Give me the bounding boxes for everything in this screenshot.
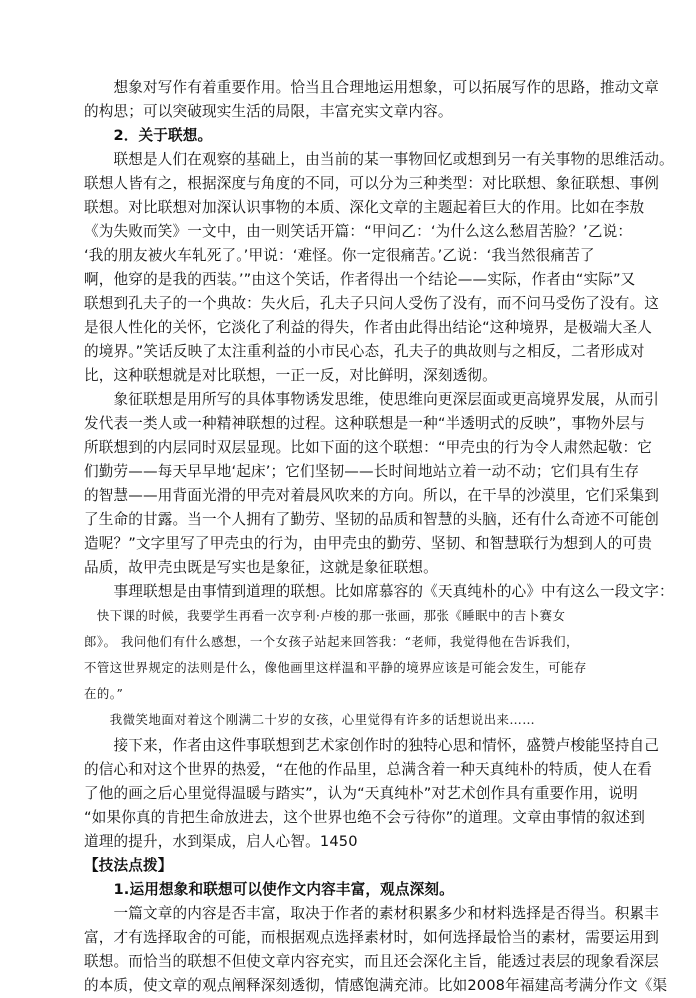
paragraph-line: 是很人性化的关怀，它淡化了利益的得失，作者由此得出结论“这种境界，是极端大圣人 (84, 319, 652, 336)
paragraph-line: 比，这种联想就是对比联想，一正一反，对比鲜明，深刻透彻。 (84, 367, 497, 384)
paragraph-line: 想象对写作有着重要作用。恰当且合理地运用想象，可以拓展写作的思路，推动文章 (84, 79, 660, 96)
paragraph-line: 的本质，使文章的观点阐释深刻透彻，情感饱满充沛。比如2008年福建高考满分作文《渠 (84, 977, 668, 994)
quote-line: 我微笑地面对着这个刚满二十岁的女孩，心里觉得有许多的话想说出来…… (84, 712, 536, 727)
paragraph-line: 接下来，作者由这件事联想到艺术家创作时的独特心思和情怀，盛赞卢梭能坚持自己 (84, 737, 660, 754)
quote-line: 不管这世界规定的法则是什么，像他画里这样温和平静的境界应该是可能会发生，可能存 (84, 660, 587, 675)
paragraph-line: 啊，他穿的是我的西装。’”由这个笑话，作者得出一个结论——实际，作者由“实际”又 (84, 271, 636, 288)
paragraph-line: 道理的提升，水到渠成，启人心智。1450 (84, 833, 358, 850)
quote-line: 在的。” (84, 686, 124, 701)
paragraph-line: 联想是人们在观察的基础上，由当前的某一事物回忆或想到另一有关事物的思维活动。 (84, 151, 674, 168)
section-heading: 1.运用想象和联想可以使作文内容丰富，观点深刻。 (84, 881, 454, 898)
paragraph-line: 品质，故甲壳虫既是写实也是象征，这就是象征联想。 (84, 559, 438, 576)
paragraph-line: 造呢？”文字里写了甲壳虫的行为，由甲壳虫的勤劳、坚韧、和智慧联行为想到人的可贵 (84, 535, 652, 552)
paragraph-line: 的智慧——用背面光滑的甲壳对着晨风吹来的方向。所以，在干旱的沙漠里，它们采集到 (84, 487, 660, 504)
paragraph-line: 联想到孔夫子的一个典故：失火后，孔夫子只问人受伤了没有，而不问马受伤了没有。这 (84, 295, 660, 312)
paragraph-line: 象征联想是用所写的具体事物诱发思维，使思维向更深层面或更高境界发展，从而引 (84, 391, 660, 408)
paragraph-line: 了生命的甘露。当一个人拥有了勤劳、坚韧的品质和智慧的头脑，还有什么奇迹不可能创 (84, 511, 660, 528)
paragraph-line: ‘我的朋友被火车轧死了。’甲说：‘难怪。你一定很痛苦。’乙说：‘我当然很痛苦了 (84, 247, 595, 264)
section-heading: 2．关于联想。 (84, 127, 213, 144)
paragraph-line: 联想。对比联想对加深认识事物的本质、深化文章的主题起着巨大的作用。比如在李敖 (84, 199, 645, 216)
paragraph-line: 所联想到的内层同时双层显现。比如下面的这个联想：“甲壳虫的行为令人肃然起敬：它 (84, 439, 652, 456)
paragraph-line: 富，才有选择取舍的可能，而根据观点选择素材时，如何选择最恰当的素材，需要运用到 (84, 929, 660, 946)
paragraph-line: 联想。而恰当的联想不但使文章内容充实，而且还会深化主旨，能透过表层的现象看深层 (84, 953, 660, 970)
paragraph-line: 的构思；可以突破现实生活的局限，丰富充实文章内容。 (84, 103, 453, 120)
paragraph-line: “如果你真的肯把生命放进去，这个世界也绝不会亏待你”的道理。文章由事情的叙述到 (84, 809, 645, 826)
paragraph-line: 的境界。”笑话反映了太注重利益的小市民心态，孔夫子的典故则与之相反，二者形成对 (84, 343, 645, 360)
paragraph-line: 的信心和对这个世界的热爱，“在他的作品里，总满含着一种天真纯朴的特质，使人在看 (84, 761, 652, 778)
quote-line: 郎》。 我问他们有什么感想，一个女孩子站起来回答我：“老师，我觉得他在告诉我们， (84, 634, 579, 649)
quote-line: 快下课的时候，我要学生再看一次亨利·卢梭的那一张画，那张《睡眠中的吉卜赛女 (84, 608, 566, 623)
paragraph-line: 联想人皆有之，根据深度与角度的不同，可以分为三种类型：对比联想、象征联想、事例 (84, 175, 660, 192)
paragraph-line: 发代表一类人或一种精神联想的过程。这种联想是一种“半透明式的反映”，事物外层与 (84, 415, 645, 432)
paragraph-line: 们勤劳——每天早早地‘起床’；它们坚韧——长时间地站立着一动不动；它们具有生存 (84, 463, 640, 480)
paragraph-line: 了他的画之后心里觉得温暖与踏实”，认为“天真纯朴”对艺术创作具有重要作用，说明 (84, 785, 638, 802)
paragraph-line: 一篇文章的内容是否丰富，取决于作者的素材积累多少和材料选择是否得当。积累丰 (84, 905, 660, 922)
paragraph-line: 事理联想是由事情到道理的联想。比如席慕容的《天真纯朴的心》中有这么一段文字： (84, 583, 674, 600)
paragraph-line: 《为失败而笑》一文中，由一则笑话开篇：“甲问乙：‘为什么这么愁眉苦脸？’乙说： (84, 223, 633, 240)
section-heading: 【技法点拨】 (84, 857, 173, 874)
